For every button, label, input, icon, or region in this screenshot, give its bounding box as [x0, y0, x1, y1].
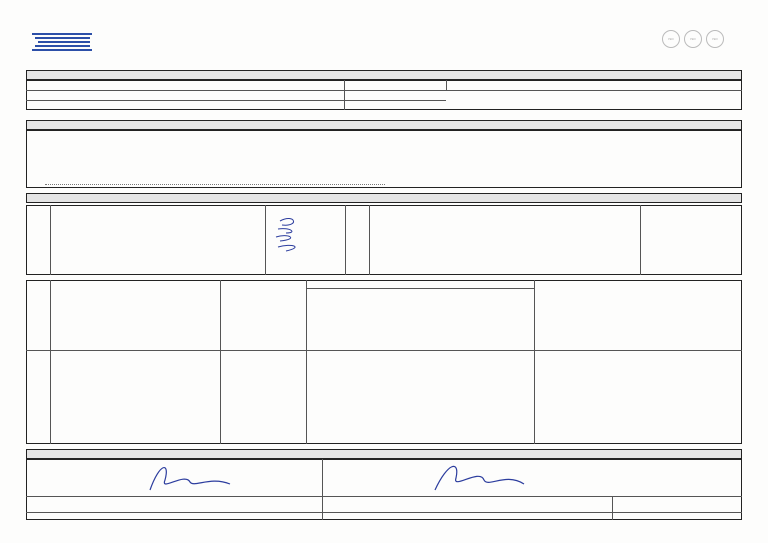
signature-supervisor-2: [420, 460, 530, 494]
riesgos-table: [26, 280, 742, 444]
section-epp: [26, 120, 742, 130]
certification-seal-icon: ISO: [662, 30, 680, 48]
section-personal: [26, 193, 742, 203]
certification-seal-icon: ISO: [706, 30, 724, 48]
personal-table: [26, 205, 742, 275]
personal-signatures: [270, 215, 310, 257]
signature-supervisor-1: [130, 462, 240, 496]
certification-seal-icon: ISO: [684, 30, 702, 48]
epp-box: [26, 130, 742, 188]
company-logo: [30, 30, 148, 54]
descripcion-table: [26, 80, 742, 110]
logo-stripes-icon: [30, 30, 148, 54]
section-descripcion: [26, 70, 742, 80]
section-responsable: [26, 449, 742, 459]
